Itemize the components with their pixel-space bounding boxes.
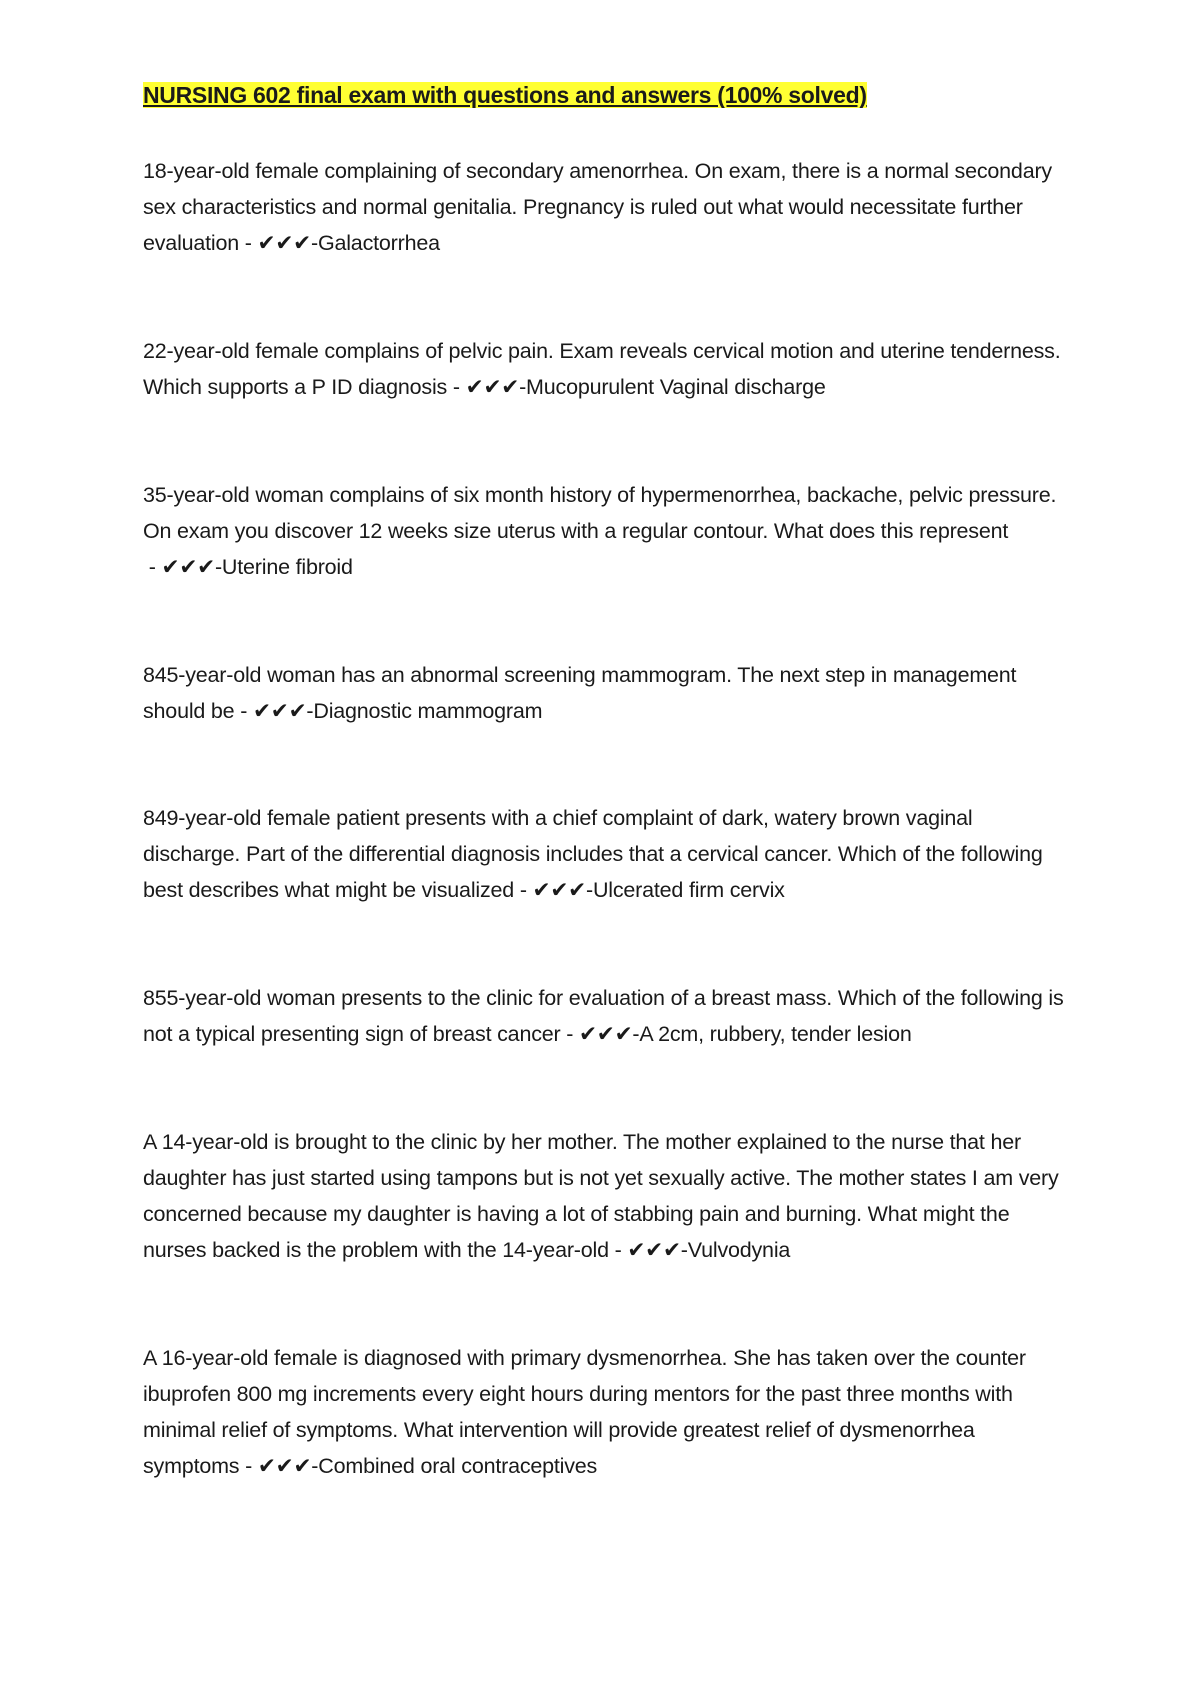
question-text: 849-year-old female patient presents with a chief complaint of dark, watery brown vaginal discharge. Part of the differential diagnosis includes that a cervical cancer. Which of the following best describes what might be visualized [143,806,1043,902]
answer-text: Vulvodynia [687,1238,791,1262]
answer-separator: - ✔✔✔- [239,231,318,255]
question-text: 18-year-old female complaining of secondary amenorrhea. On exam, there is a normal secondary sex characteristics and normal genitalia. Pregnancy is ruled out what would necessitate further evaluation [143,159,1052,255]
question-text: 35-year-old woman complains of six month history of hypermenorrhea, backache, pelvic pressure. On exam you discover 12 weeks size uterus with a regular contour. What does this represent [143,483,1057,543]
answer-separator: - ✔✔✔- [447,375,527,399]
question-text: A 14-year-old is brought to the clinic by her mother. The mother explained to the nurse that her daughter has just started using tampons but is not yet sexually active. The mother states I am very concerned because my daughter is having a lot of stabbing pain and burning. What might the nurses backed is the problem with the 14-year-old [143,1130,1059,1262]
answer-text: Uterine fibroid [221,555,353,579]
qa-item [143,657,1073,729]
answer-separator: - ✔✔✔- [608,1238,688,1262]
document-page [143,80,1073,1478]
document-title-line [143,80,1073,110]
answer-text: Combined oral contraceptives [318,1454,598,1478]
question-text: A 16-year-old female is diagnosed with primary dysmenorrhea. She has taken over the counter ibuprofen 800 mg increments every eight hours during mentors for the past three months with minimal relief of symptoms. What intervention will provide greatest relief of dysmenorrhea symptoms [143,1346,1026,1478]
answer-separator: - ✔✔✔- [560,1022,640,1046]
qa-item [143,333,1073,405]
qa-item [143,800,1073,908]
answer-separator: - ✔✔✔- [143,555,222,579]
question-text: 22-year-old female complains of pelvic pain. Exam reveals cervical motion and uterine tenderness. Which supports a P ID diagnosis [143,339,1061,399]
qa-item [143,1124,1073,1268]
answer-text: Galactorrhea [317,231,440,255]
answer-separator: - ✔✔✔- [514,878,593,902]
qa-item [143,153,1073,261]
answer-text: A 2cm, rubbery, tender lesion [639,1022,912,1046]
answer-text: Diagnostic mammogram [313,699,543,723]
question-text: 855-year-old woman presents to the clinic for evaluation of a breast mass. Which of the following is not a typical presenting sign of breast cancer [143,986,1064,1046]
answer-separator: - ✔✔✔- [239,1454,319,1478]
document-title: NURSING 602 final exam with questions and answers (100% solved) [143,82,867,108]
qa-item [143,1340,1073,1484]
answer-separator: - ✔✔✔- [234,699,314,723]
answer-text: Mucopurulent Vaginal discharge [526,375,826,399]
qa-item [143,980,1073,1052]
answer-text: Ulcerated firm cervix [592,878,785,902]
qa-item [143,477,1073,585]
question-text: 845-year-old woman has an abnormal screening mammogram. The next step in management should be [143,663,1017,723]
